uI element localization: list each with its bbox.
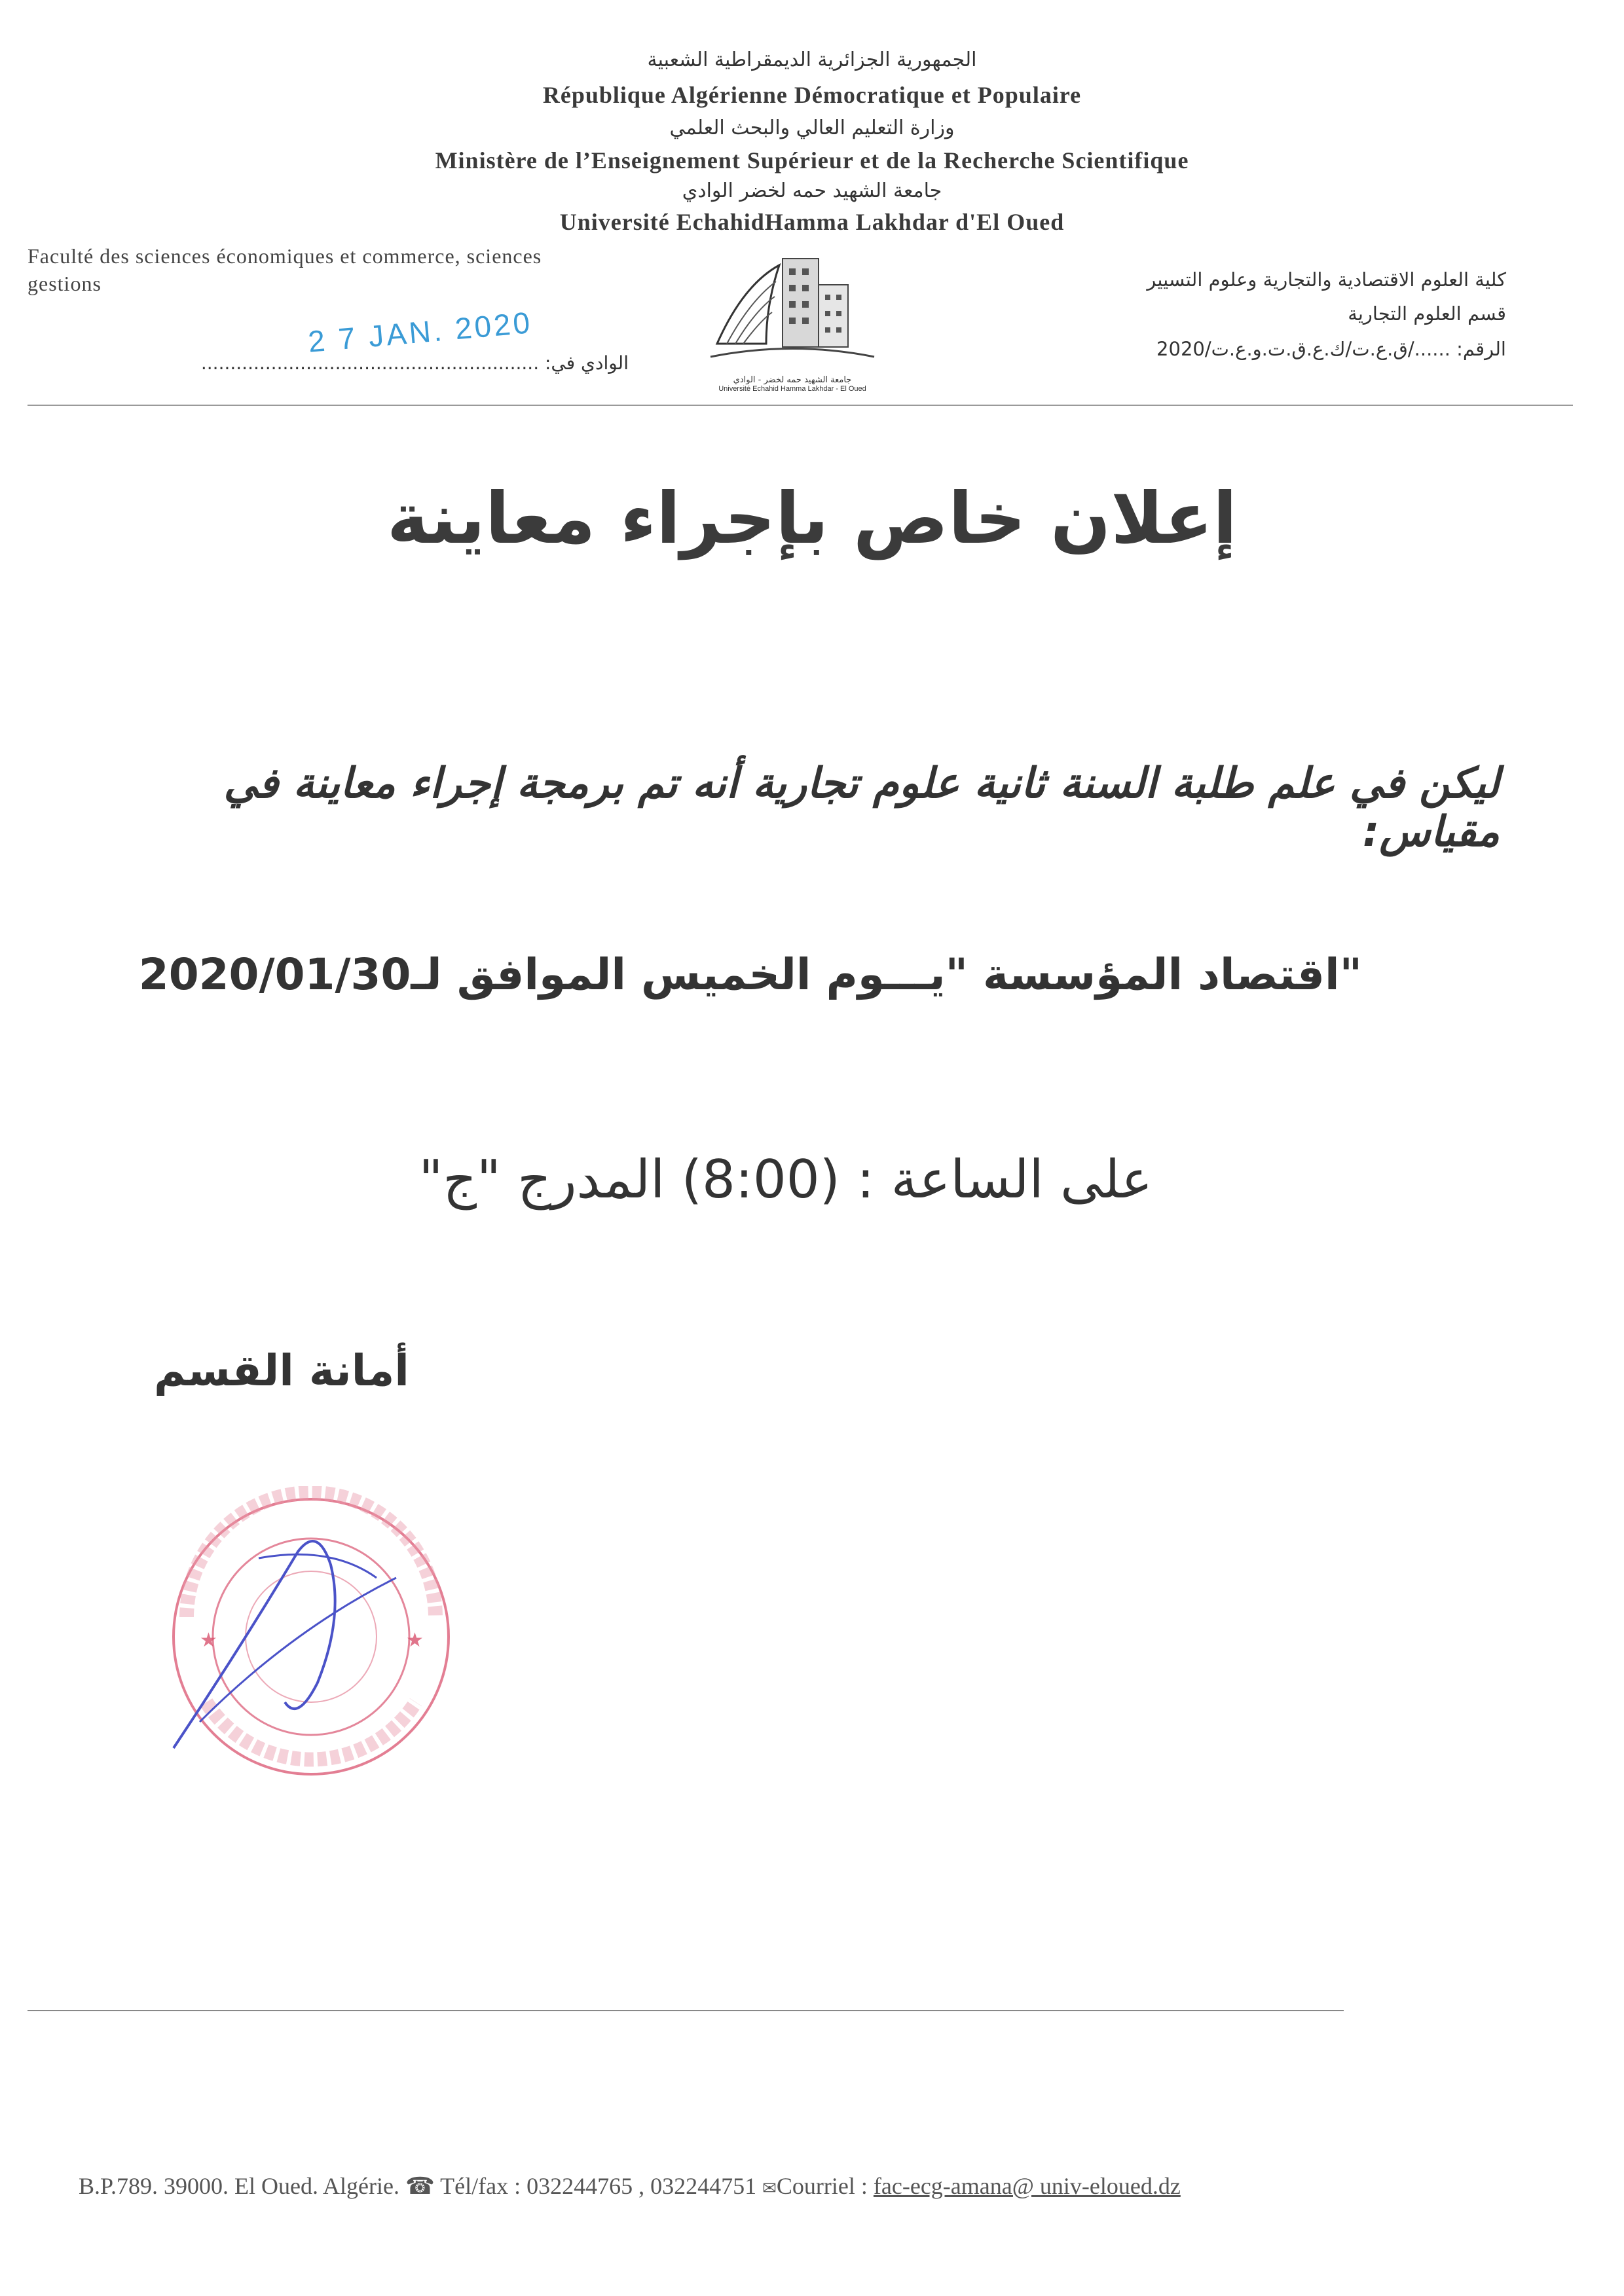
logo-caption-ar: جامعة الشهيد حمه لخضر - الوادي: [733, 375, 852, 385]
official-seal: [160, 1486, 462, 1787]
faculty-fr-line2: gestions: [28, 272, 101, 295]
body-line-3: على الساعة : (8:00) المدرج "ج": [418, 1149, 1153, 1210]
republic-fr: République Algérienne Démocratique et Populaire: [542, 82, 1082, 108]
republic-ar: الجمهورية الجزائرية الديمقراطية الشعبية: [647, 48, 977, 71]
date-label: الوادي في: ..........................................................: [200, 352, 629, 374]
svg-text:★: ★: [406, 1629, 424, 1652]
footer-email-label: Courriel :: [776, 2173, 874, 2199]
reference-number: الرقم: ....../ق.ع.ت/ك.ع.ق.ت.و.ع.ت/2020: [1156, 338, 1506, 360]
university-logo: [704, 246, 881, 403]
footer-email-link[interactable]: fac-ecg-amana@ univ-eloued.dz: [873, 2173, 1181, 2199]
faculty-fr-line1: Faculté des sciences économiques et commerce, sciences: [28, 244, 542, 268]
university-fr: Université EchahidHamma Lakhdar d'El Oued: [559, 209, 1065, 235]
phone-icon: ☎: [405, 2173, 435, 2200]
mail-icon: ✉: [762, 2179, 777, 2198]
department-ar: قسم العلوم التجارية: [1348, 302, 1506, 325]
footer-address: B.P.789. 39000. El Oued. Algérie.: [79, 2173, 399, 2199]
footer-divider: [28, 2010, 1344, 2011]
body-line-1: ليكن في علم طلبة السنة ثانية علوم تجارية أنه تم برمجة إجراء معاينة في مقياس:: [223, 759, 1500, 856]
ministry-ar: وزارة التعليم العالي والبحث العلمي: [669, 117, 955, 139]
footer-phones: Tél/fax : 032244765 , 032244751: [434, 2173, 757, 2199]
university-building-icon: [704, 246, 881, 376]
university-ar: جامعة الشهيد حمه لخضر الوادي: [682, 179, 942, 202]
ministry-fr: Ministère de l’Enseignement Supérieur et de la Recherche Scientifique: [435, 147, 1189, 173]
footer: [79, 2172, 1181, 2200]
svg-text:★: ★: [200, 1629, 217, 1652]
faculty-fr: [28, 242, 656, 297]
logo-caption-fr: Université Echahid Hamma Lakhdar - El Oued: [718, 385, 866, 393]
body-line-2: "اقتصاد المؤسسة "يـــوم الخميس الموافق لـ2020/01/30: [138, 949, 1362, 1000]
faculty-ar: كلية العلوم الاقتصادية والتجارية وعلوم التسيير: [1147, 268, 1506, 291]
date-stamp: 2 7 JAN. 2020: [306, 305, 534, 359]
header-divider: [28, 405, 1573, 406]
seal-stamp-icon: [160, 1486, 462, 1787]
signature-label: أمانة القسم: [154, 1345, 409, 1396]
page-title: إعلان خاص بإجراء معاينة: [386, 478, 1238, 560]
